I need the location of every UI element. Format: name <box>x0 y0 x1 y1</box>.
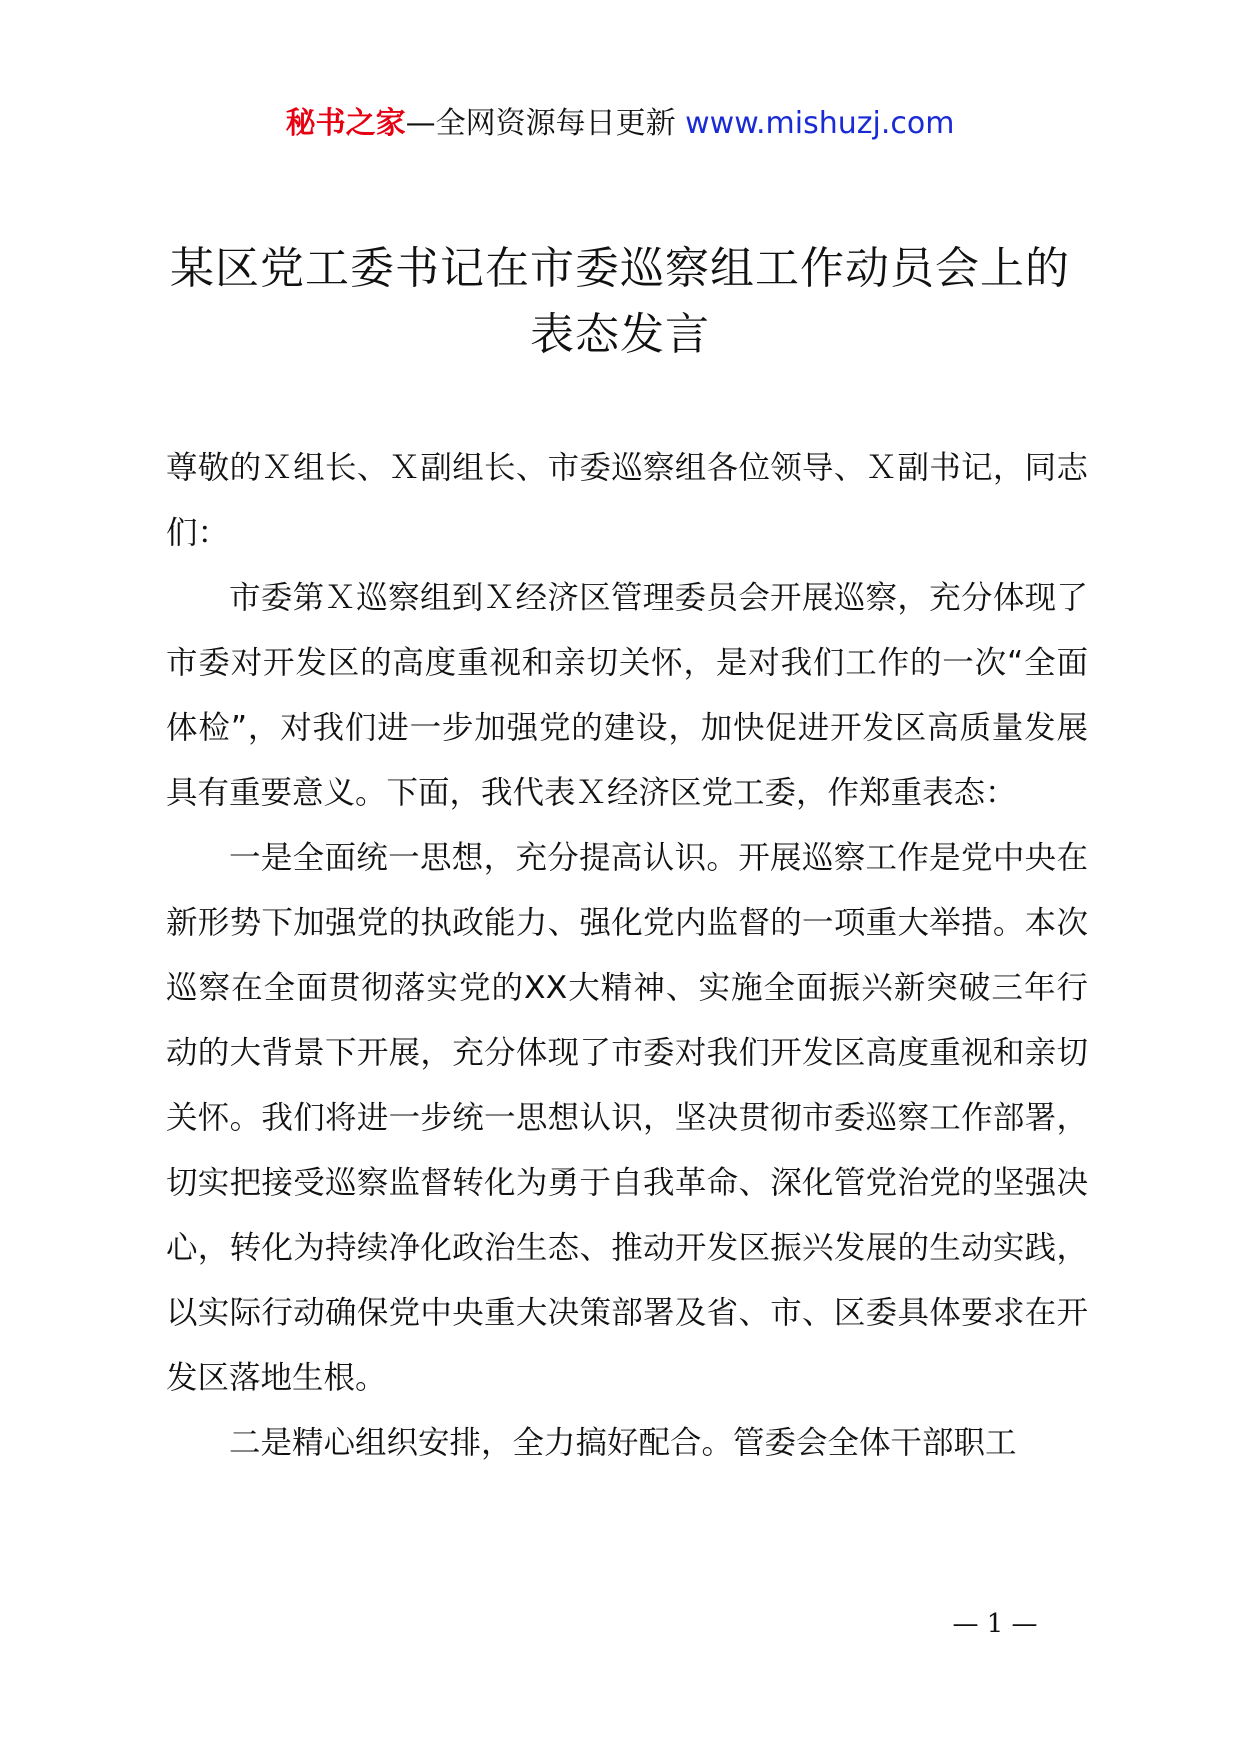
paragraph-point-two: 二是精心组织安排，全力搞好配合。管委会全体干部职工 <box>229 1425 1017 1461</box>
document-title: 某区党工委书记在市委巡察组工作动员会上的表态发言 <box>170 243 1070 360</box>
paragraph-intro: 市委第Ｘ巡察组到Ｘ经济区管理委员会开展巡察，充分体现了市委对开发区的高度重视和亲切关怀，是对我们工作的一次“全面体检”，对我们进一步加强党的建设，加快促进开发区高质量发展具有重要意义。下面，我代表Ｘ经济区党工委，作郑重表态： <box>166 580 1088 811</box>
site-url-link[interactable]: www.mishuzj.com <box>685 106 955 141</box>
document-body <box>166 436 1088 1476</box>
page-number: — 1 — <box>952 1609 1038 1639</box>
paragraph-point-one: 一是全面统一思想，充分提高认识。开展巡察工作是党中央在新形势下加强党的执政能力、强化党内监督的一项重大举措。本次巡察在全面贯彻落实党的XX大精神、实施全面振兴新突破三年行动的大背景下开展，充分体现了市委对我们开发区高度重视和亲切关怀。我们将进一步统一思想认识，坚决贯彻市委巡察工作部署，切实把接受巡察监督转化为勇于自我革命、深化管党治党的坚强决心，转化为持续净化政治生态、推动开发区振兴发展的生动实践，以实际行动确保党中央重大决策部署及省、市、区委具体要求在开发区落地生根。 <box>166 840 1088 1396</box>
salutation: 尊敬的Ｘ组长、Ｘ副组长、市委巡察组各位领导、Ｘ副书记，同志们： <box>166 450 1088 551</box>
site-tagline: —全网资源每日更新 <box>405 106 686 141</box>
site-header <box>0 100 1240 148</box>
site-brand: 秘书之家 <box>285 106 406 141</box>
